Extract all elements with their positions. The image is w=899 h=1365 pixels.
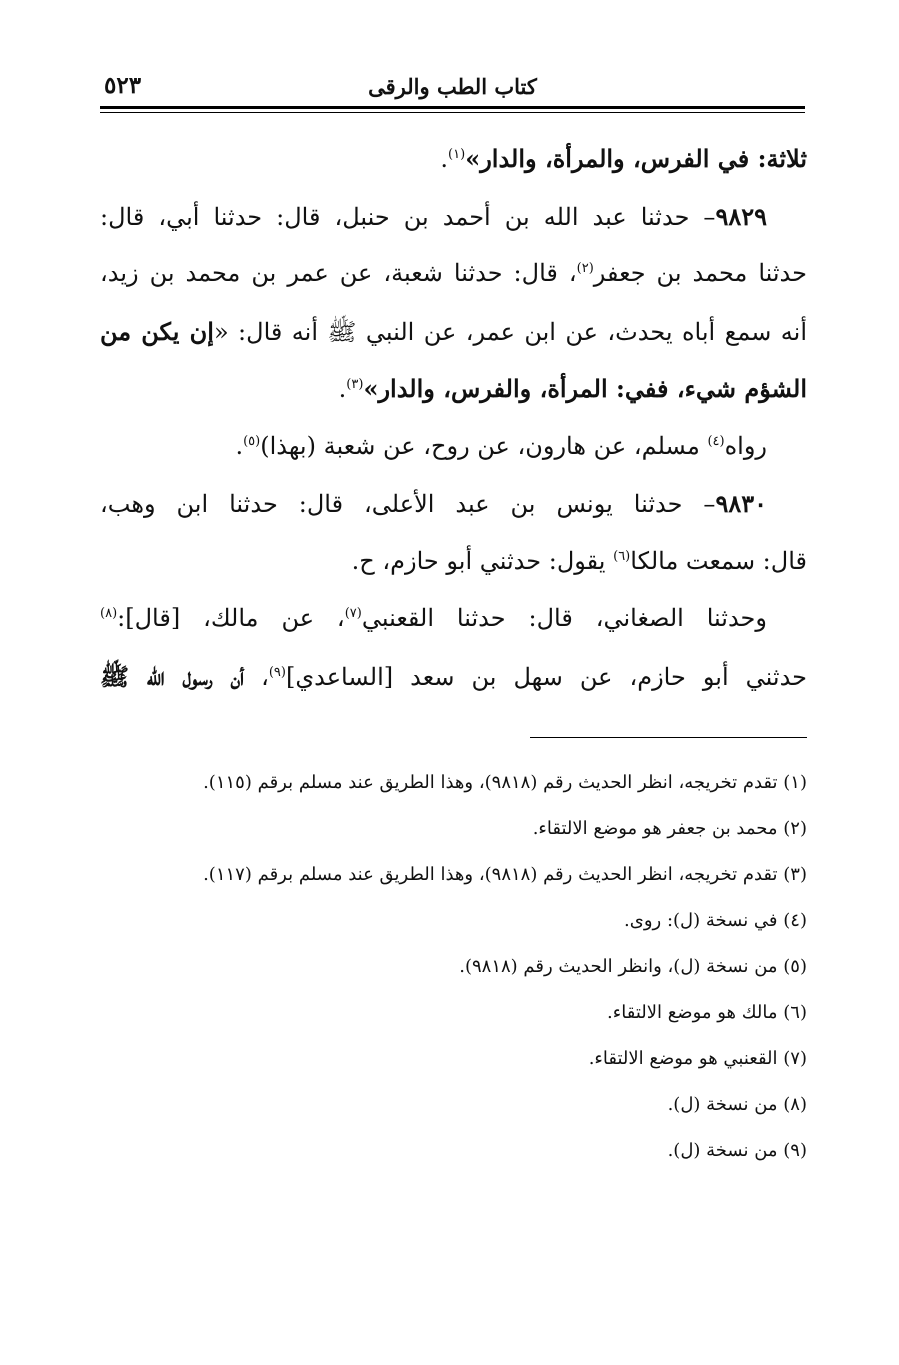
punctuation: ، <box>244 662 269 691</box>
footnote-ref-4: (٤) <box>707 433 725 449</box>
text-line-10 <box>100 648 807 706</box>
footnote-ref-1: (١) <box>448 147 466 162</box>
hadith-number: ٩٨٢٩ <box>715 201 767 231</box>
footnote-ref-7: (٧) <box>344 606 362 621</box>
punctuation: . <box>338 375 347 403</box>
footnote-ref-2: (٢) <box>576 261 594 276</box>
footnote-6: (٦) مالك هو موضع الالتقاء. <box>607 1002 807 1023</box>
hadith-quote: ثلاثة: في الفرس، والمرأة، والدار» <box>465 144 807 173</box>
footnote-2: (٢) محمد بن جعفر هو موضع الالتقاء. <box>532 818 807 839</box>
footnote-7: (٧) القعنبي هو موضع الالتقاء. <box>588 1048 807 1069</box>
footnote-divider <box>530 737 807 738</box>
hadith-quote: الشؤم شيء، ففي: المرأة، والفرس، والدار» <box>363 374 807 403</box>
header-rule <box>100 106 805 109</box>
text-line-4 <box>100 303 807 361</box>
isnad-text: ، عن مالك، [قال]: <box>117 604 345 632</box>
text-line-1 <box>100 130 807 188</box>
text-line-5 <box>100 360 807 418</box>
text-line-8 <box>100 533 807 591</box>
footnote-4: (٤) في نسخة (ل): روى. <box>624 910 807 931</box>
isnad-text: قال: سمعت مالكا <box>630 546 807 575</box>
punctuation: . <box>235 431 244 460</box>
isnad-text: يقول: حدثني أبو حازم، ح. <box>351 546 614 575</box>
text-line-6 <box>100 418 807 476</box>
text-line-2 <box>100 188 807 246</box>
isnad-text: – حدثنا يونس بن عبد الأعلى، قال: حدثنا ابن وهب، <box>100 490 716 518</box>
narration-text: رواه <box>724 431 767 460</box>
footnote-9: (٩) من نسخة (ل). <box>667 1140 807 1161</box>
main-text <box>100 130 807 705</box>
footnote-3: (٣) تقدم تخريجه، انظر الحديث رقم (٩٨١٨)، وهذا الطريق عند مسلم برقم (١١٧). <box>203 864 807 885</box>
footnote-5: (٥) من نسخة (ل)، وانظر الحديث رقم (٩٨١٨). <box>459 956 807 977</box>
footnote-ref-9: (٩) <box>268 664 286 680</box>
isnad-text: – حدثنا عبد الله بن أحمد بن حنبل، قال: حدثنا أبي، قال: <box>100 202 716 231</box>
book-title: كتاب الطب والرقى <box>368 74 537 99</box>
page-number: ٥٢٣ <box>104 72 142 99</box>
footnotes <box>100 760 807 1174</box>
running-header <box>100 66 805 106</box>
punctuation: . <box>440 145 449 173</box>
footnote-ref-6: (٦) <box>613 548 631 564</box>
isnad-text: أنه سمع أباه يحدث، عن ابن عمر، عن النبي ﷺ أنه قال: « <box>213 317 807 346</box>
hadith-quote: إن يكن من <box>100 316 214 346</box>
footnote-ref-8: (٨) <box>100 606 118 621</box>
footnote-1: (١) تقدم تخريجه، انظر الحديث رقم (٩٨١٨)، وهذا الطريق عند مسلم برقم (١١٥). <box>203 772 807 793</box>
isnad-text: حدثني أبو حازم، عن سهل بن سعد [الساعدي] <box>285 662 807 691</box>
hadith-number: ٩٨٣٠ <box>715 489 767 518</box>
hadith-quote: أن رسول الله ﷺ <box>100 661 245 691</box>
footnote-ref-5: (٥) <box>243 433 261 449</box>
footnote-ref-3: (٣) <box>346 377 364 392</box>
isnad-text: حدثنا محمد بن جعفر <box>593 259 807 287</box>
narration-text: مسلم، عن هارون، عن روح، عن شعبة (بهذا) <box>260 431 708 460</box>
isnad-text: ، قال: حدثنا شعبة، عن عمر بن محمد بن زيد، <box>100 259 577 287</box>
isnad-text: وحدثنا الصغاني، قال: حدثنا القعنبي <box>361 604 767 632</box>
text-line-3 <box>100 245 807 303</box>
text-line-7 <box>100 475 807 533</box>
text-line-9 <box>100 590 807 648</box>
header-rule-thin <box>100 112 805 113</box>
footnote-8: (٨) من نسخة (ل). <box>667 1094 807 1115</box>
